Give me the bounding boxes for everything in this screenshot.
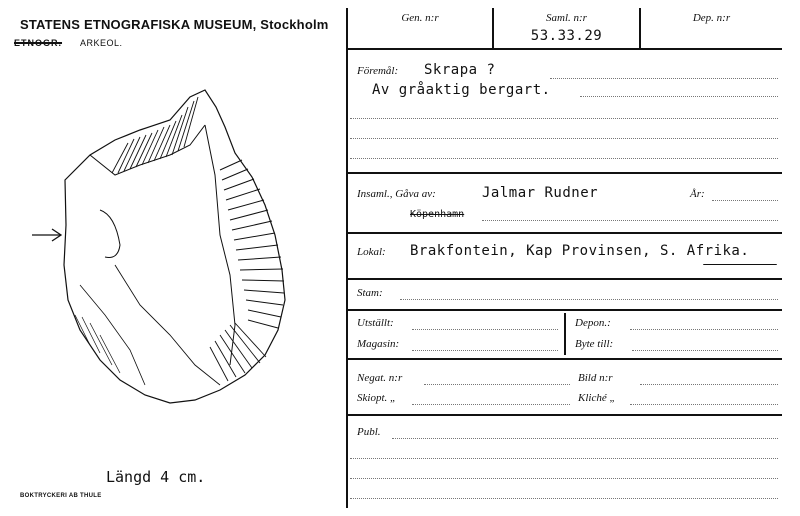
skiopt-dotline — [412, 404, 570, 405]
dep-nr-label: Dep. n:r — [692, 12, 731, 24]
stam-divider — [346, 309, 782, 311]
foremal-divider — [346, 172, 782, 174]
skiopt-label: Skiopt. „ — [357, 392, 397, 404]
depon-dotline — [630, 329, 778, 330]
struck-department-label: ETNOGR. — [14, 38, 63, 48]
saml-nr-label: Saml. n:r — [546, 12, 587, 24]
ar-label: År: — [690, 188, 705, 200]
printer-imprint: BOKTRYCKERI AB THULE — [20, 493, 102, 499]
foremal-dotline-2 — [580, 96, 778, 97]
insaml-label: Insaml., Gåva av: — [357, 188, 436, 200]
kliche-dotline — [630, 404, 778, 405]
utstallt-dotline — [412, 329, 558, 330]
department-label: ARKEOL. — [80, 38, 123, 48]
publ-dotline-3 — [350, 478, 778, 479]
insaml-dotline — [482, 220, 778, 221]
card-left-border — [346, 8, 348, 508]
stone-scraper-drawing — [20, 85, 320, 425]
byte-label: Byte till: — [575, 338, 614, 350]
bild-dotline — [640, 384, 778, 385]
saml-nr-value: 53.33.29 — [530, 28, 603, 44]
gen-nr-label: Gen. n:r — [401, 12, 439, 24]
lokal-label: Lokal: — [357, 246, 386, 258]
header-divider — [346, 48, 782, 50]
negat-dotline — [424, 384, 570, 385]
utstallt-label: Utställt: — [357, 317, 394, 329]
stam-dotline — [400, 299, 778, 300]
lokal-value: Brakfontein, Kap Provinsen, S. Afrika. — [410, 243, 750, 259]
publ-dotline-2 — [350, 458, 778, 459]
kliche-label: Kliché „ — [578, 392, 616, 404]
publ-dotline-1 — [392, 438, 778, 439]
lokal-underline — [703, 264, 777, 265]
arrow-icon — [32, 229, 61, 241]
negat-divider — [346, 414, 782, 416]
insaml-struck-place: Köpenhamn — [410, 209, 465, 220]
publ-dotline-4 — [350, 498, 778, 499]
foremal-dotline-1 — [550, 78, 778, 79]
magasin-label: Magasin: — [357, 338, 400, 350]
foremal-value-line2: Av gråaktig bergart. — [372, 82, 551, 98]
magasin-dotline — [412, 350, 558, 351]
foremal-label: Föremål: — [357, 65, 399, 77]
bild-label: Bild n:r — [578, 372, 613, 384]
foremal-value-line1: Skrapa ? — [424, 62, 496, 78]
lokal-divider — [346, 278, 782, 280]
foremal-dotline-4 — [350, 138, 778, 139]
publ-label: Publ. — [357, 426, 381, 438]
insaml-value: Jalmar Rudner — [482, 185, 599, 201]
foremal-dotline-3 — [350, 118, 778, 119]
length-note: Längd 4 cm. — [106, 468, 206, 486]
stam-label: Stam: — [357, 287, 383, 299]
foremal-dotline-5 — [350, 158, 778, 159]
depon-label: Depon.: — [575, 317, 611, 329]
utstallt-depon-divider — [564, 313, 566, 355]
museum-header: STATENS ETNOGRAFISKA MUSEUM, Stockholm — [20, 17, 329, 32]
ar-dotline — [712, 200, 778, 201]
magasin-divider — [346, 358, 782, 360]
byte-dotline — [632, 350, 778, 351]
insaml-divider — [346, 232, 782, 234]
negat-label: Negat. n:r — [357, 372, 403, 384]
